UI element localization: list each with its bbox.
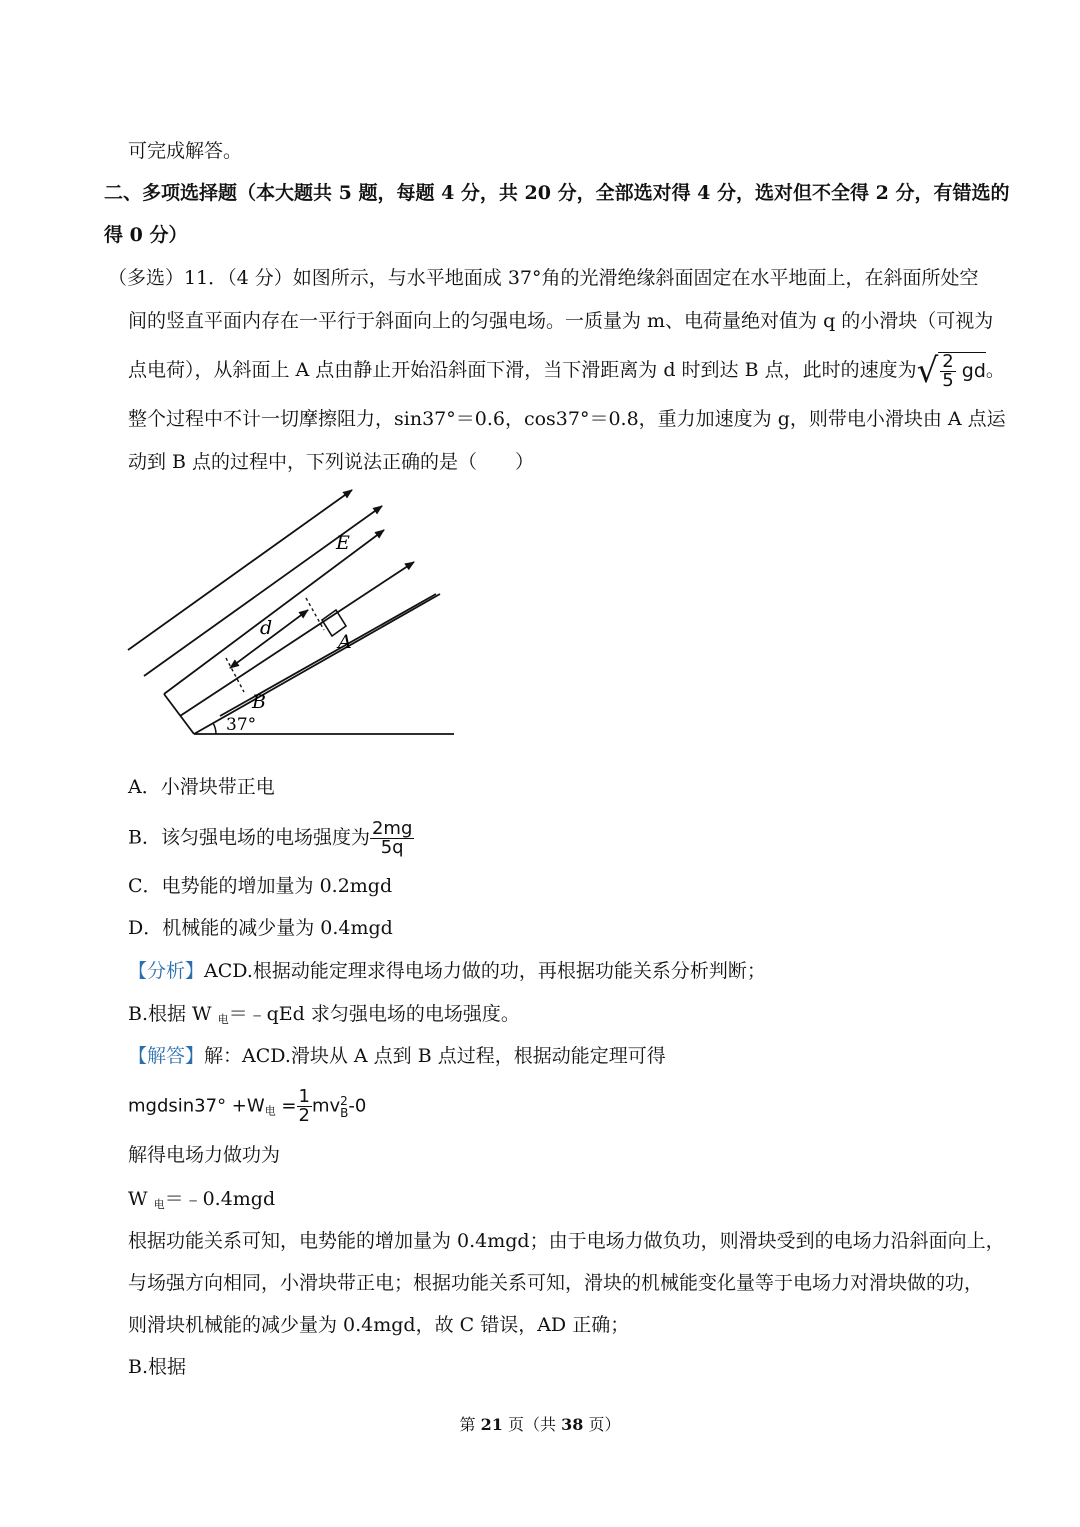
solution-paragraph: 根据功能关系可知，电势能的增加量为 0.4mgd；由于电场力做负功，则滑块受到的电场力沿斜面向上， bbox=[128, 1230, 1005, 1252]
option-d: D．机械能的减少量为 0.4mgd bbox=[128, 917, 393, 939]
page-footer: 第 21 页（共 38 页） bbox=[459, 1415, 621, 1434]
page-total: 38 bbox=[561, 1415, 584, 1434]
section-title: 二、多项选择题（本大题共 5 题，每题 4 分，共 20 分，全部选对得 4 分，选对但不全得 2 分，有错选的 bbox=[104, 182, 1010, 204]
incline-field-diagram bbox=[120, 482, 470, 752]
question-line: 整个过程中不计一切摩擦阻力，sin37°＝0.6，cos37°＝0.8，重力加速度为 g，则带电小滑块由 A 点运 bbox=[128, 408, 1006, 430]
energy-equation: $mgdsin37^\circ +W_电$ = $\frac{1}{2}$ mv 2 B -0 bbox=[128, 1086, 367, 1126]
option-a: A．小滑块带正电 bbox=[128, 776, 275, 798]
analysis-tag: 【分析】 bbox=[128, 960, 205, 982]
question-line-velocity: 点电荷），从斜面上 A 点由静止开始沿斜面下滑，当下滑距离为 d 时到达 B 点，此时的速度为√ $\frac{2}{5}$ gd。 bbox=[128, 351, 1005, 391]
work-result: W $_电$＝﹣0.4mgd bbox=[128, 1188, 276, 1211]
solution-line: 解得电场力做功为 bbox=[128, 1144, 281, 1166]
solution-paragraph: B.根据 bbox=[128, 1356, 187, 1378]
option-c: C．电势能的增加量为 0.2mgd bbox=[128, 875, 393, 897]
label-b: B bbox=[252, 691, 266, 713]
sqrt-expression: √ $\frac{2}{5}$ gd bbox=[916, 351, 986, 391]
question-head: （多选）11．（4 分）如图所示，与水平地面成 37°角的光滑绝缘斜面固定在水平地面上，在斜面所处空 bbox=[108, 267, 979, 289]
solution-paragraph: 则滑块机械能的减少量为 0.4mgd，故 C 错误，AD 正确； bbox=[128, 1314, 630, 1336]
option-b: B．该匀强电场的电场强度为 $\frac{2mg}{5q}$ bbox=[128, 818, 413, 858]
section-title-cont: 得 0 分） bbox=[104, 224, 188, 246]
question-line: 间的竖直平面内存在一平行于斜面向上的匀强电场。一质量为 m、电荷量绝对值为 q 的小滑块（可视为 bbox=[128, 310, 994, 332]
field-line bbox=[128, 490, 352, 650]
block-edge-line bbox=[164, 694, 194, 734]
question-line: 动到 B 点的过程中，下列说法正确的是（ ） bbox=[128, 451, 535, 473]
angle-arc bbox=[213, 723, 216, 734]
label-a: A bbox=[338, 631, 352, 653]
fraction-2mg-5q: $\frac{2mg}{5q}$ bbox=[371, 818, 413, 858]
field-line bbox=[164, 530, 384, 694]
label-angle: 37° bbox=[226, 715, 257, 735]
page-number: 21 bbox=[480, 1415, 503, 1434]
previous-answer-end: 可完成解答。 bbox=[128, 140, 243, 162]
analysis-line: 【分析】ACD.根据动能定理求得电场力做的功，再根据功能关系分析判断； bbox=[128, 960, 766, 982]
dashed-marker-a bbox=[306, 598, 324, 630]
label-d: d bbox=[260, 617, 273, 639]
solution-line: 【解答】解：ACD.滑块从 A 点到 B 点过程，根据动能定理可得 bbox=[128, 1045, 666, 1067]
field-line bbox=[180, 562, 414, 716]
label-e: E bbox=[336, 532, 350, 554]
solution-tag: 【解答】 bbox=[128, 1045, 205, 1067]
solution-paragraph: 与场强方向相同，小滑块带正电；根据功能关系可知，滑块的机械能变化量等于电场力对滑块做的功， bbox=[128, 1272, 984, 1294]
analysis-line-2: B.根据 W $_电$＝﹣qEd 求匀强电场的电场强度。 bbox=[128, 1003, 520, 1026]
